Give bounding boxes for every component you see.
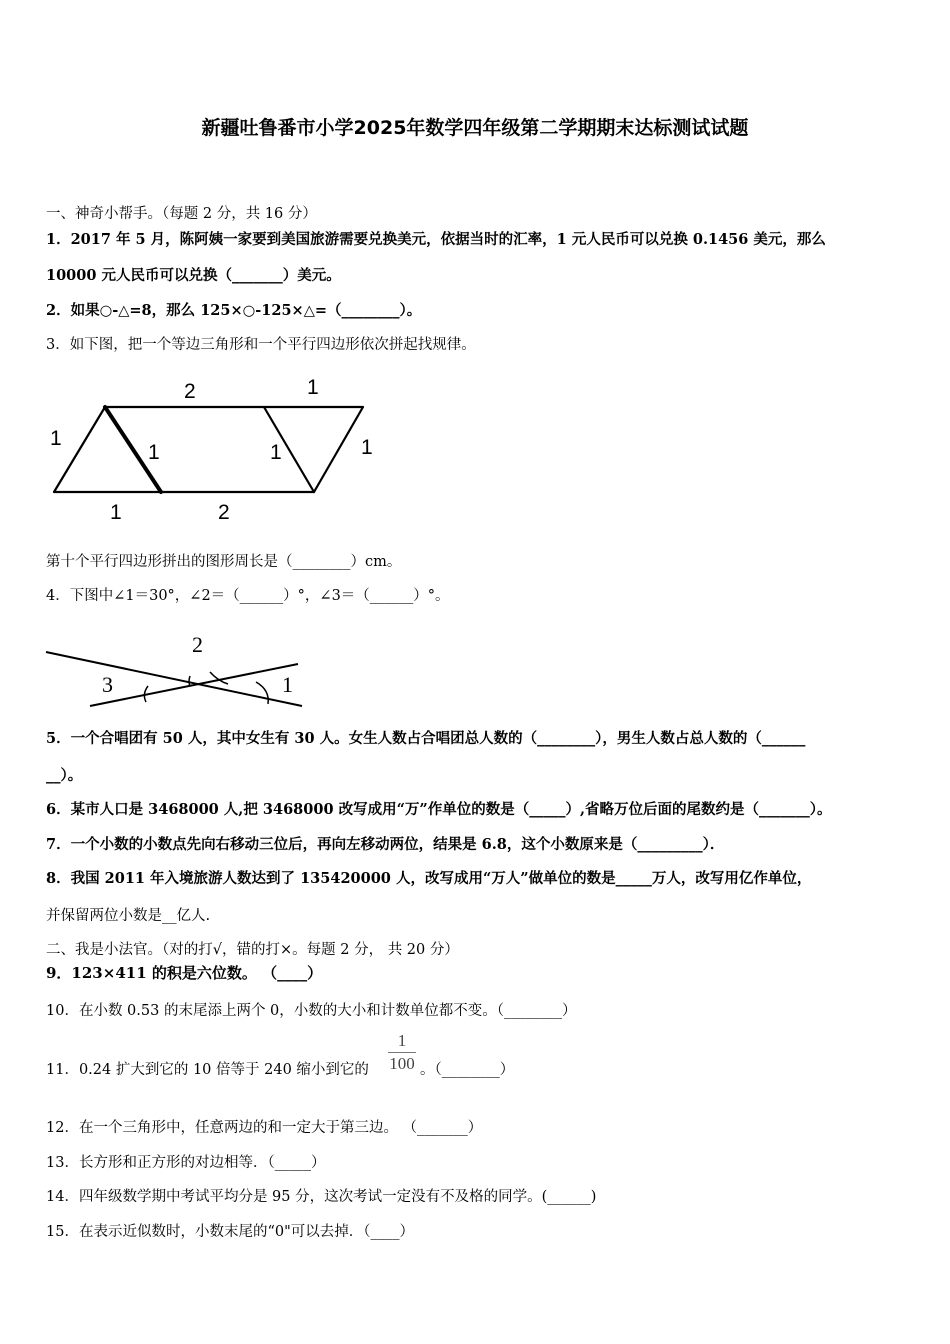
question-6: 6．某市人口是 3468000 人,把 3468000 改写成用“万”作单位的数是（_____）,省略万位后面的尾数约是（_______）。 xyxy=(46,801,832,818)
page-title: 新疆吐鲁番市小学2025年数学四年级第二学期期末达标测试试题 xyxy=(201,117,749,139)
figure-outline xyxy=(54,407,363,492)
question-9: 9．123×411 的积是六位数。 （____） xyxy=(46,964,323,982)
label-top-right: 1 xyxy=(307,376,319,399)
angle-2-label: 2 xyxy=(192,632,203,657)
question-4: 4．下图中∠1＝30°，∠2＝（______）°，∠3＝（______）°。 xyxy=(46,588,450,604)
question-8-line-1: 8．我国 2011 年入境旅游人数达到了 135420000 人，改写成用“万人”做单位的数是_____万人，改写用亿作单位， xyxy=(46,870,812,887)
question-5-line-1: 5．一个合唱团有 50 人，其中女生有 30 人。女生人数占合唱团总人数的（________），男生人数占总人数的（______ xyxy=(46,730,806,747)
question-2: 2．如果○-△=8，那么 125×○-125×△=（________）。 xyxy=(46,302,422,319)
label-bottom-left: 1 xyxy=(110,501,122,524)
line-b xyxy=(90,664,298,706)
angle-1-label: 1 xyxy=(282,672,293,697)
question-10: 10．在小数 0.53 的末尾添上两个 0，小数的大小和计数单位都不变。（________） xyxy=(46,1003,577,1019)
question-11-text: 11．0.24 扩大到它的 10 倍等于 240 缩小到它的 xyxy=(46,1062,369,1078)
fraction-denominator: 100 xyxy=(389,1054,415,1073)
label-mid-left: 1 xyxy=(148,441,160,464)
triangle-parallelogram-figure xyxy=(40,368,440,528)
fraction-bar xyxy=(388,1052,416,1053)
section-heading-2: 二、我是小法官。（对的打√，错的打×。每题 2 分， 共 20 分） xyxy=(46,942,459,958)
question-1-line-1: 1．2017 年 5 月，陈阿姨一家要到美国旅游需要兑换美元，依据当时的汇率，1 元人民币可以兑换 0.1456 美元，那么 xyxy=(46,231,826,248)
label-bottom-right: 2 xyxy=(218,501,230,524)
section-heading-1: 一、神奇小帮手。（每题 2 分，共 16 分） xyxy=(46,206,317,222)
label-right: 1 xyxy=(361,436,373,459)
question-3: 3．如下图，把一个等边三角形和一个平行四边形依次拼起找规律。 xyxy=(46,337,476,353)
angle-3-label: 3 xyxy=(102,672,113,697)
question-11-answer: 。（________） xyxy=(420,1062,515,1078)
question-15: 15．在表示近似数时，小数末尾的“0"可以去掉．（____） xyxy=(46,1224,415,1240)
question-3-tail: 第十个平行四边形拼出的图形周长是（________）cm。 xyxy=(46,554,402,570)
question-12: 12．在一个三角形中，任意两边的和一定大于第三边。 （_______） xyxy=(46,1120,483,1136)
question-7: 7．一个小数的小数点先向右移动三位后，再向左移动两位，结果是 6.8，这个小数原来是（_________）． xyxy=(46,836,725,853)
line-a xyxy=(46,652,302,706)
label-left: 1 xyxy=(50,427,62,450)
question-14: 14．四年级数学期中考试平均分是 95 分，这次考试一定没有不及格的同学。(______) xyxy=(46,1189,597,1205)
question-5-line-2: __）。 xyxy=(46,767,83,784)
question-8-line-2: 并保留两位小数是__亿人. xyxy=(46,908,211,924)
angle-arc-1 xyxy=(256,682,268,704)
question-13: 13．长方形和正方形的对边相等．（_____） xyxy=(46,1155,326,1171)
label-mid-right: 1 xyxy=(270,441,282,464)
fraction-one-hundredth xyxy=(386,1031,418,1074)
intersecting-lines-figure xyxy=(40,626,310,716)
fraction-numerator: 1 xyxy=(397,1031,407,1050)
label-top-left: 2 xyxy=(184,380,196,403)
question-1-line-2: 10000 元人民币可以兑换（_______）美元。 xyxy=(46,267,341,284)
